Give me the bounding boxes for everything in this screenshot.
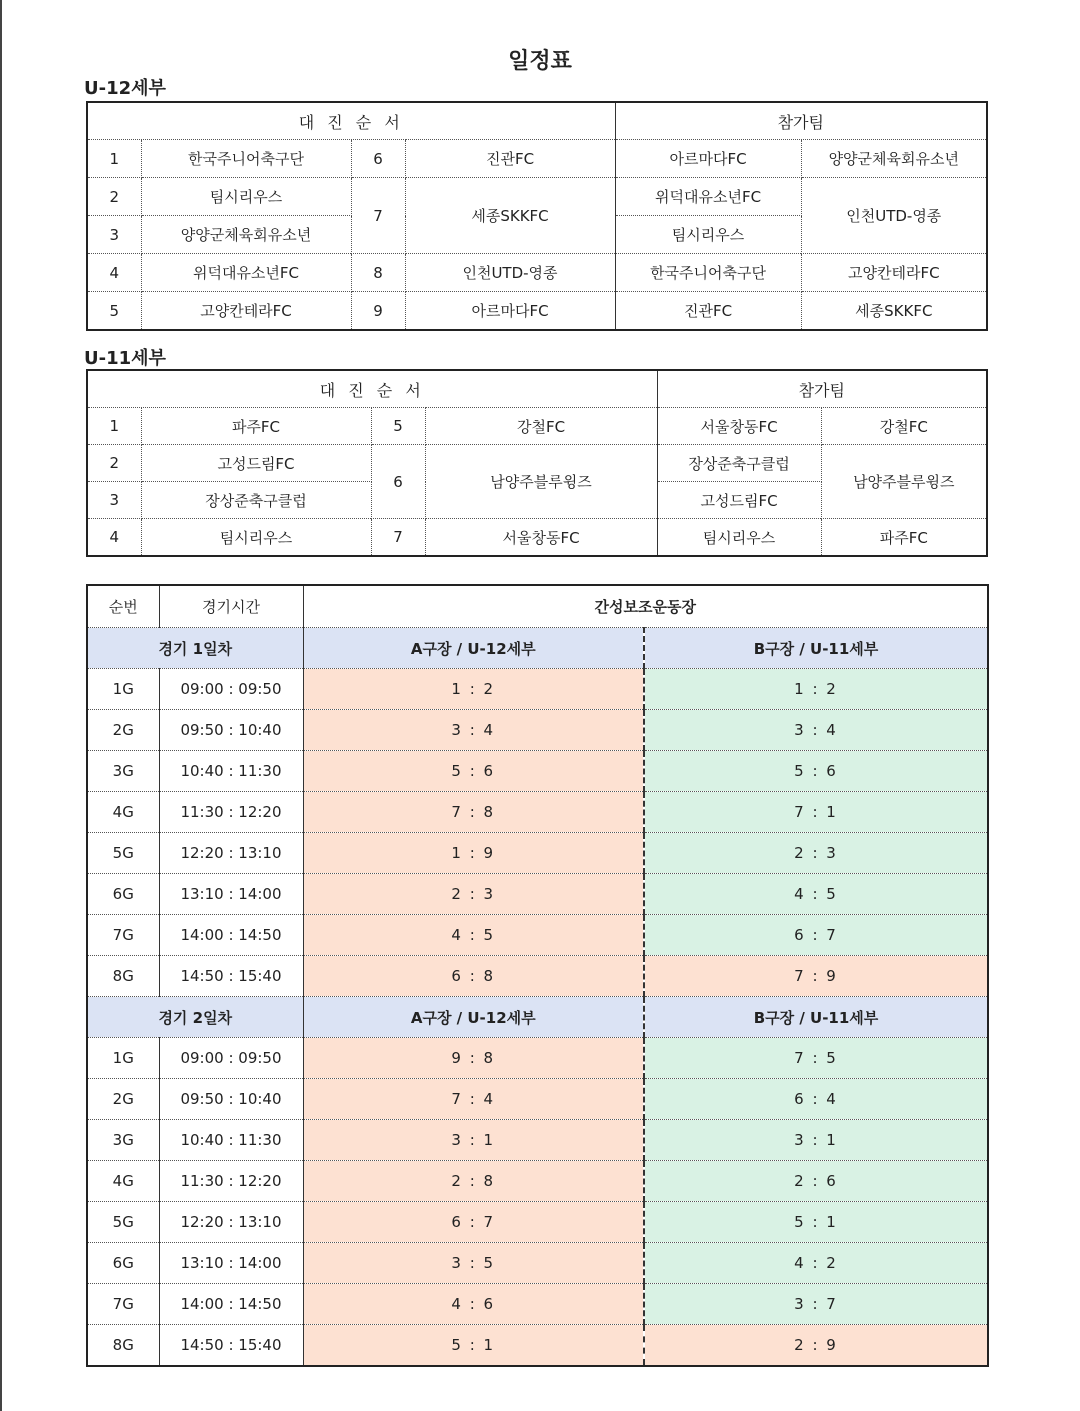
u12-participant: 팀시리우스 — [615, 216, 801, 254]
schedule-table — [86, 584, 989, 1367]
field-b-match: 3 : 7 — [644, 1284, 988, 1325]
field-a-match: 3 : 1 — [303, 1120, 644, 1161]
field-a-match: 6 : 8 — [303, 956, 644, 997]
field-a-label: A구장 / U-12세부 — [303, 628, 644, 669]
u12-participant: 양양군체육회유소년 — [801, 140, 987, 178]
u12-team-no: 3 — [87, 216, 141, 254]
field-b-match: 2 : 9 — [644, 1325, 988, 1367]
game-time: 09:50 : 10:40 — [159, 710, 303, 751]
game-number: 3G — [87, 1120, 159, 1161]
field-b-match: 1 : 2 — [644, 669, 988, 710]
field-b-match: 2 : 3 — [644, 833, 988, 874]
page-edge — [0, 0, 2, 1411]
field-a-match: 1 : 9 — [303, 833, 644, 874]
day-label: 경기 2일차 — [87, 997, 303, 1038]
game-time: 14:50 : 15:40 — [159, 956, 303, 997]
game-time: 09:50 : 10:40 — [159, 1079, 303, 1120]
field-a-match: 4 : 5 — [303, 915, 644, 956]
u11-team-name: 고성드림FC — [141, 445, 371, 482]
field-b-match: 3 : 1 — [644, 1120, 988, 1161]
field-a-match: 4 : 6 — [303, 1284, 644, 1325]
field-a-match: 5 : 6 — [303, 751, 644, 792]
field-a-match: 7 : 4 — [303, 1079, 644, 1120]
u12-team-no: 7 — [351, 178, 405, 254]
u11-team-no: 7 — [371, 519, 425, 557]
game-number: 8G — [87, 956, 159, 997]
field-b-match: 6 : 7 — [644, 915, 988, 956]
u11-teams-header: 참가팀 — [657, 370, 987, 408]
u11-team-no: 5 — [371, 408, 425, 445]
game-number: 6G — [87, 1243, 159, 1284]
field-b-label: B구장 / U-11세부 — [644, 628, 988, 669]
u11-team-no: 4 — [87, 519, 141, 557]
u12-team-name: 팀시리우스 — [141, 178, 351, 216]
game-number: 3G — [87, 751, 159, 792]
u11-team-name: 팀시리우스 — [141, 519, 371, 557]
field-b-match: 5 : 1 — [644, 1202, 988, 1243]
u11-participant: 파주FC — [821, 519, 987, 557]
game-row — [87, 1325, 988, 1367]
game-row — [87, 669, 988, 710]
u11-participant: 고성드림FC — [657, 482, 821, 519]
game-row — [87, 833, 988, 874]
game-time: 14:00 : 14:50 — [159, 1284, 303, 1325]
game-row — [87, 751, 988, 792]
game-row — [87, 956, 988, 997]
game-row — [87, 792, 988, 833]
game-number: 5G — [87, 1202, 159, 1243]
u11-participant: 강철FC — [821, 408, 987, 445]
day-label: 경기 1일차 — [87, 628, 303, 669]
u11-section-label: U-11세부 — [84, 348, 166, 369]
field-a-match: 2 : 8 — [303, 1161, 644, 1202]
u12-team-name: 위덕대유소년FC — [141, 254, 351, 292]
u12-participant: 한국주니어축구단 — [615, 254, 801, 292]
u12-team-no: 9 — [351, 292, 405, 331]
game-row — [87, 1202, 988, 1243]
field-b-match: 7 : 1 — [644, 792, 988, 833]
u12-team-no: 1 — [87, 140, 141, 178]
field-b-match: 4 : 2 — [644, 1243, 988, 1284]
u12-participant: 세종SKKFC — [801, 292, 987, 331]
u12-bracket-header: 대 진 순 서 — [87, 102, 615, 140]
game-row — [87, 1079, 988, 1120]
u12-participant: 아르마다FC — [615, 140, 801, 178]
game-time: 11:30 : 12:20 — [159, 792, 303, 833]
u12-team-name: 한국주니어축구단 — [141, 140, 351, 178]
game-number: 2G — [87, 1079, 159, 1120]
game-time: 14:50 : 15:40 — [159, 1325, 303, 1367]
field-a-label: A구장 / U-12세부 — [303, 997, 644, 1038]
field-a-match: 7 : 8 — [303, 792, 644, 833]
u12-team-name: 인천UTD-영종 — [405, 254, 615, 292]
game-number: 5G — [87, 833, 159, 874]
u11-participant: 남양주블루윙즈 — [821, 445, 987, 519]
u11-team-no: 3 — [87, 482, 141, 519]
game-time: 10:40 : 11:30 — [159, 751, 303, 792]
u11-participant: 서울창동FC — [657, 408, 821, 445]
game-number: 2G — [87, 710, 159, 751]
field-a-match: 5 : 1 — [303, 1325, 644, 1367]
game-time: 12:20 : 13:10 — [159, 833, 303, 874]
field-a-match: 3 : 4 — [303, 710, 644, 751]
u11-team-name: 강철FC — [425, 408, 657, 445]
u11-draw-table — [86, 369, 988, 557]
u11-team-no: 6 — [371, 445, 425, 519]
game-number: 1G — [87, 669, 159, 710]
field-a-match: 3 : 5 — [303, 1243, 644, 1284]
game-number: 6G — [87, 874, 159, 915]
field-b-match: 7 : 9 — [644, 956, 988, 997]
game-time: 11:30 : 12:20 — [159, 1161, 303, 1202]
u11-team-name: 남양주블루윙즈 — [425, 445, 657, 519]
field-b-match: 5 : 6 — [644, 751, 988, 792]
field-b-match: 4 : 5 — [644, 874, 988, 915]
u12-team-no: 5 — [87, 292, 141, 331]
u12-team-name: 진관FC — [405, 140, 615, 178]
page-title: 일정표 — [508, 49, 572, 74]
game-number: 8G — [87, 1325, 159, 1367]
field-a-match: 6 : 7 — [303, 1202, 644, 1243]
u12-section-label: U-12세부 — [84, 78, 166, 99]
game-row — [87, 1243, 988, 1284]
u12-teams-header: 참가팀 — [615, 102, 987, 140]
time-column-header: 경기시간 — [159, 585, 303, 628]
field-a-match: 1 : 2 — [303, 669, 644, 710]
u12-team-no: 6 — [351, 140, 405, 178]
game-time: 14:00 : 14:50 — [159, 915, 303, 956]
game-number: 7G — [87, 915, 159, 956]
u11-participant: 장상준축구클럽 — [657, 445, 821, 482]
game-row — [87, 915, 988, 956]
u11-team-no: 2 — [87, 445, 141, 482]
game-time: 09:00 : 09:50 — [159, 669, 303, 710]
game-time: 13:10 : 14:00 — [159, 874, 303, 915]
u12-team-name: 세종SKKFC — [405, 178, 615, 254]
game-number: 7G — [87, 1284, 159, 1325]
game-time: 10:40 : 11:30 — [159, 1120, 303, 1161]
game-time: 13:10 : 14:00 — [159, 1243, 303, 1284]
game-row — [87, 710, 988, 751]
u12-participant: 진관FC — [615, 292, 801, 331]
field-b-match: 2 : 6 — [644, 1161, 988, 1202]
game-row — [87, 1161, 988, 1202]
u12-team-no: 2 — [87, 178, 141, 216]
field-b-match: 7 : 5 — [644, 1038, 988, 1079]
u12-team-name: 고양칸테라FC — [141, 292, 351, 331]
u12-team-no: 8 — [351, 254, 405, 292]
u12-participant: 위덕대유소년FC — [615, 178, 801, 216]
game-row — [87, 874, 988, 915]
u12-participant: 인천UTD-영종 — [801, 178, 987, 254]
game-number: 4G — [87, 792, 159, 833]
u12-draw-table — [86, 101, 988, 331]
game-number: 4G — [87, 1161, 159, 1202]
u11-team-name: 파주FC — [141, 408, 371, 445]
game-row — [87, 1038, 988, 1079]
u12-team-name: 양양군체육회유소년 — [141, 216, 351, 254]
game-row — [87, 1120, 988, 1161]
u11-team-name: 서울창동FC — [425, 519, 657, 557]
u11-team-no: 1 — [87, 408, 141, 445]
order-column-header: 순번 — [87, 585, 159, 628]
day-header-row — [87, 628, 988, 669]
u11-team-name: 장상준축구클럽 — [141, 482, 371, 519]
game-time: 09:00 : 09:50 — [159, 1038, 303, 1079]
u12-team-no: 4 — [87, 254, 141, 292]
field-b-label: B구장 / U-11세부 — [644, 997, 988, 1038]
venue-header: 간성보조운동장 — [303, 585, 988, 628]
u11-participant: 팀시리우스 — [657, 519, 821, 557]
game-number: 1G — [87, 1038, 159, 1079]
u12-participant: 고양칸테라FC — [801, 254, 987, 292]
game-time: 12:20 : 13:10 — [159, 1202, 303, 1243]
game-row — [87, 1284, 988, 1325]
field-b-match: 3 : 4 — [644, 710, 988, 751]
day-header-row — [87, 997, 988, 1038]
field-a-match: 9 : 8 — [303, 1038, 644, 1079]
field-b-match: 6 : 4 — [644, 1079, 988, 1120]
u11-bracket-header: 대 진 순 서 — [87, 370, 657, 408]
field-a-match: 2 : 3 — [303, 874, 644, 915]
u12-team-name: 아르마다FC — [405, 292, 615, 331]
